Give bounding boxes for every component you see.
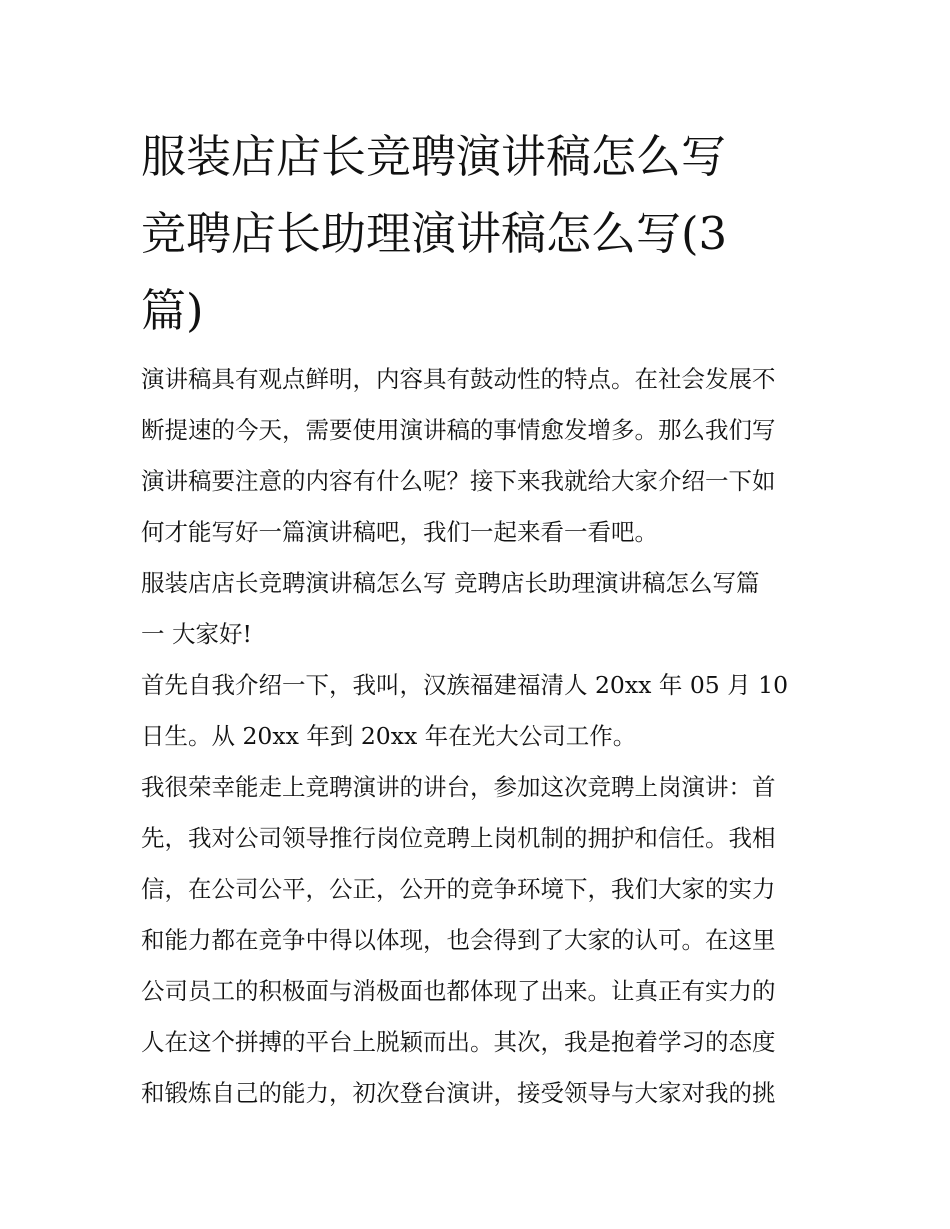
body-line: 和锻炼自己的能力，初次登台演讲，接受领导与大家对我的挑 (141, 1079, 776, 1107)
body-line: 服装店店长竞聘演讲稿怎么写 竞聘店长助理演讲稿怎么写篇 (141, 569, 760, 597)
document-page (141, 118, 821, 1119)
body-line: 信，在公司公平，公正，公开的竞争环境下，我们大家的实力 (141, 875, 776, 903)
title-line: 竞聘店长助理演讲稿怎么写(3 (141, 207, 728, 260)
body-line: 人在这个拼搏的平台上脱颖而出。其次，我是抱着学习的态度 (141, 1028, 776, 1056)
body-line: 公司员工的积极面与消极面也都体现了出来。让真正有实力的 (141, 977, 776, 1005)
body-line: 首先自我介绍一下，我叫，汉族福建福清人 20xx 年 05 月 10 (141, 671, 789, 699)
body-line: 我很荣幸能走上竞聘演讲的讲台，参加这次竞聘上岗演讲：首 (141, 773, 776, 801)
document-title (141, 118, 821, 349)
body-line: 先，我对公司领导推行岗位竞聘上岗机制的拥护和信任。我相 (141, 824, 776, 852)
document-body (141, 354, 821, 1119)
title-line: 篇) (141, 284, 204, 337)
body-line: 一 大家好! (141, 620, 252, 648)
body-line: 日生。从 20xx 年到 20xx 年在光大公司工作。 (141, 722, 637, 750)
body-line: 断提速的今天，需要使用演讲稿的事情愈发增多。那么我们写 (141, 416, 776, 444)
body-line: 和能力都在竞争中得以体现，也会得到了大家的认可。在这里 (141, 926, 776, 954)
body-line: 演讲稿要注意的内容有什么呢？接下来我就给大家介绍一下如 (141, 467, 776, 495)
body-line: 演讲稿具有观点鲜明，内容具有鼓动性的特点。在社会发展不 (141, 365, 776, 393)
body-line: 何才能写好一篇演讲稿吧，我们一起来看一看吧。 (141, 518, 658, 546)
title-line: 服装店店长竞聘演讲稿怎么写 (141, 130, 727, 183)
